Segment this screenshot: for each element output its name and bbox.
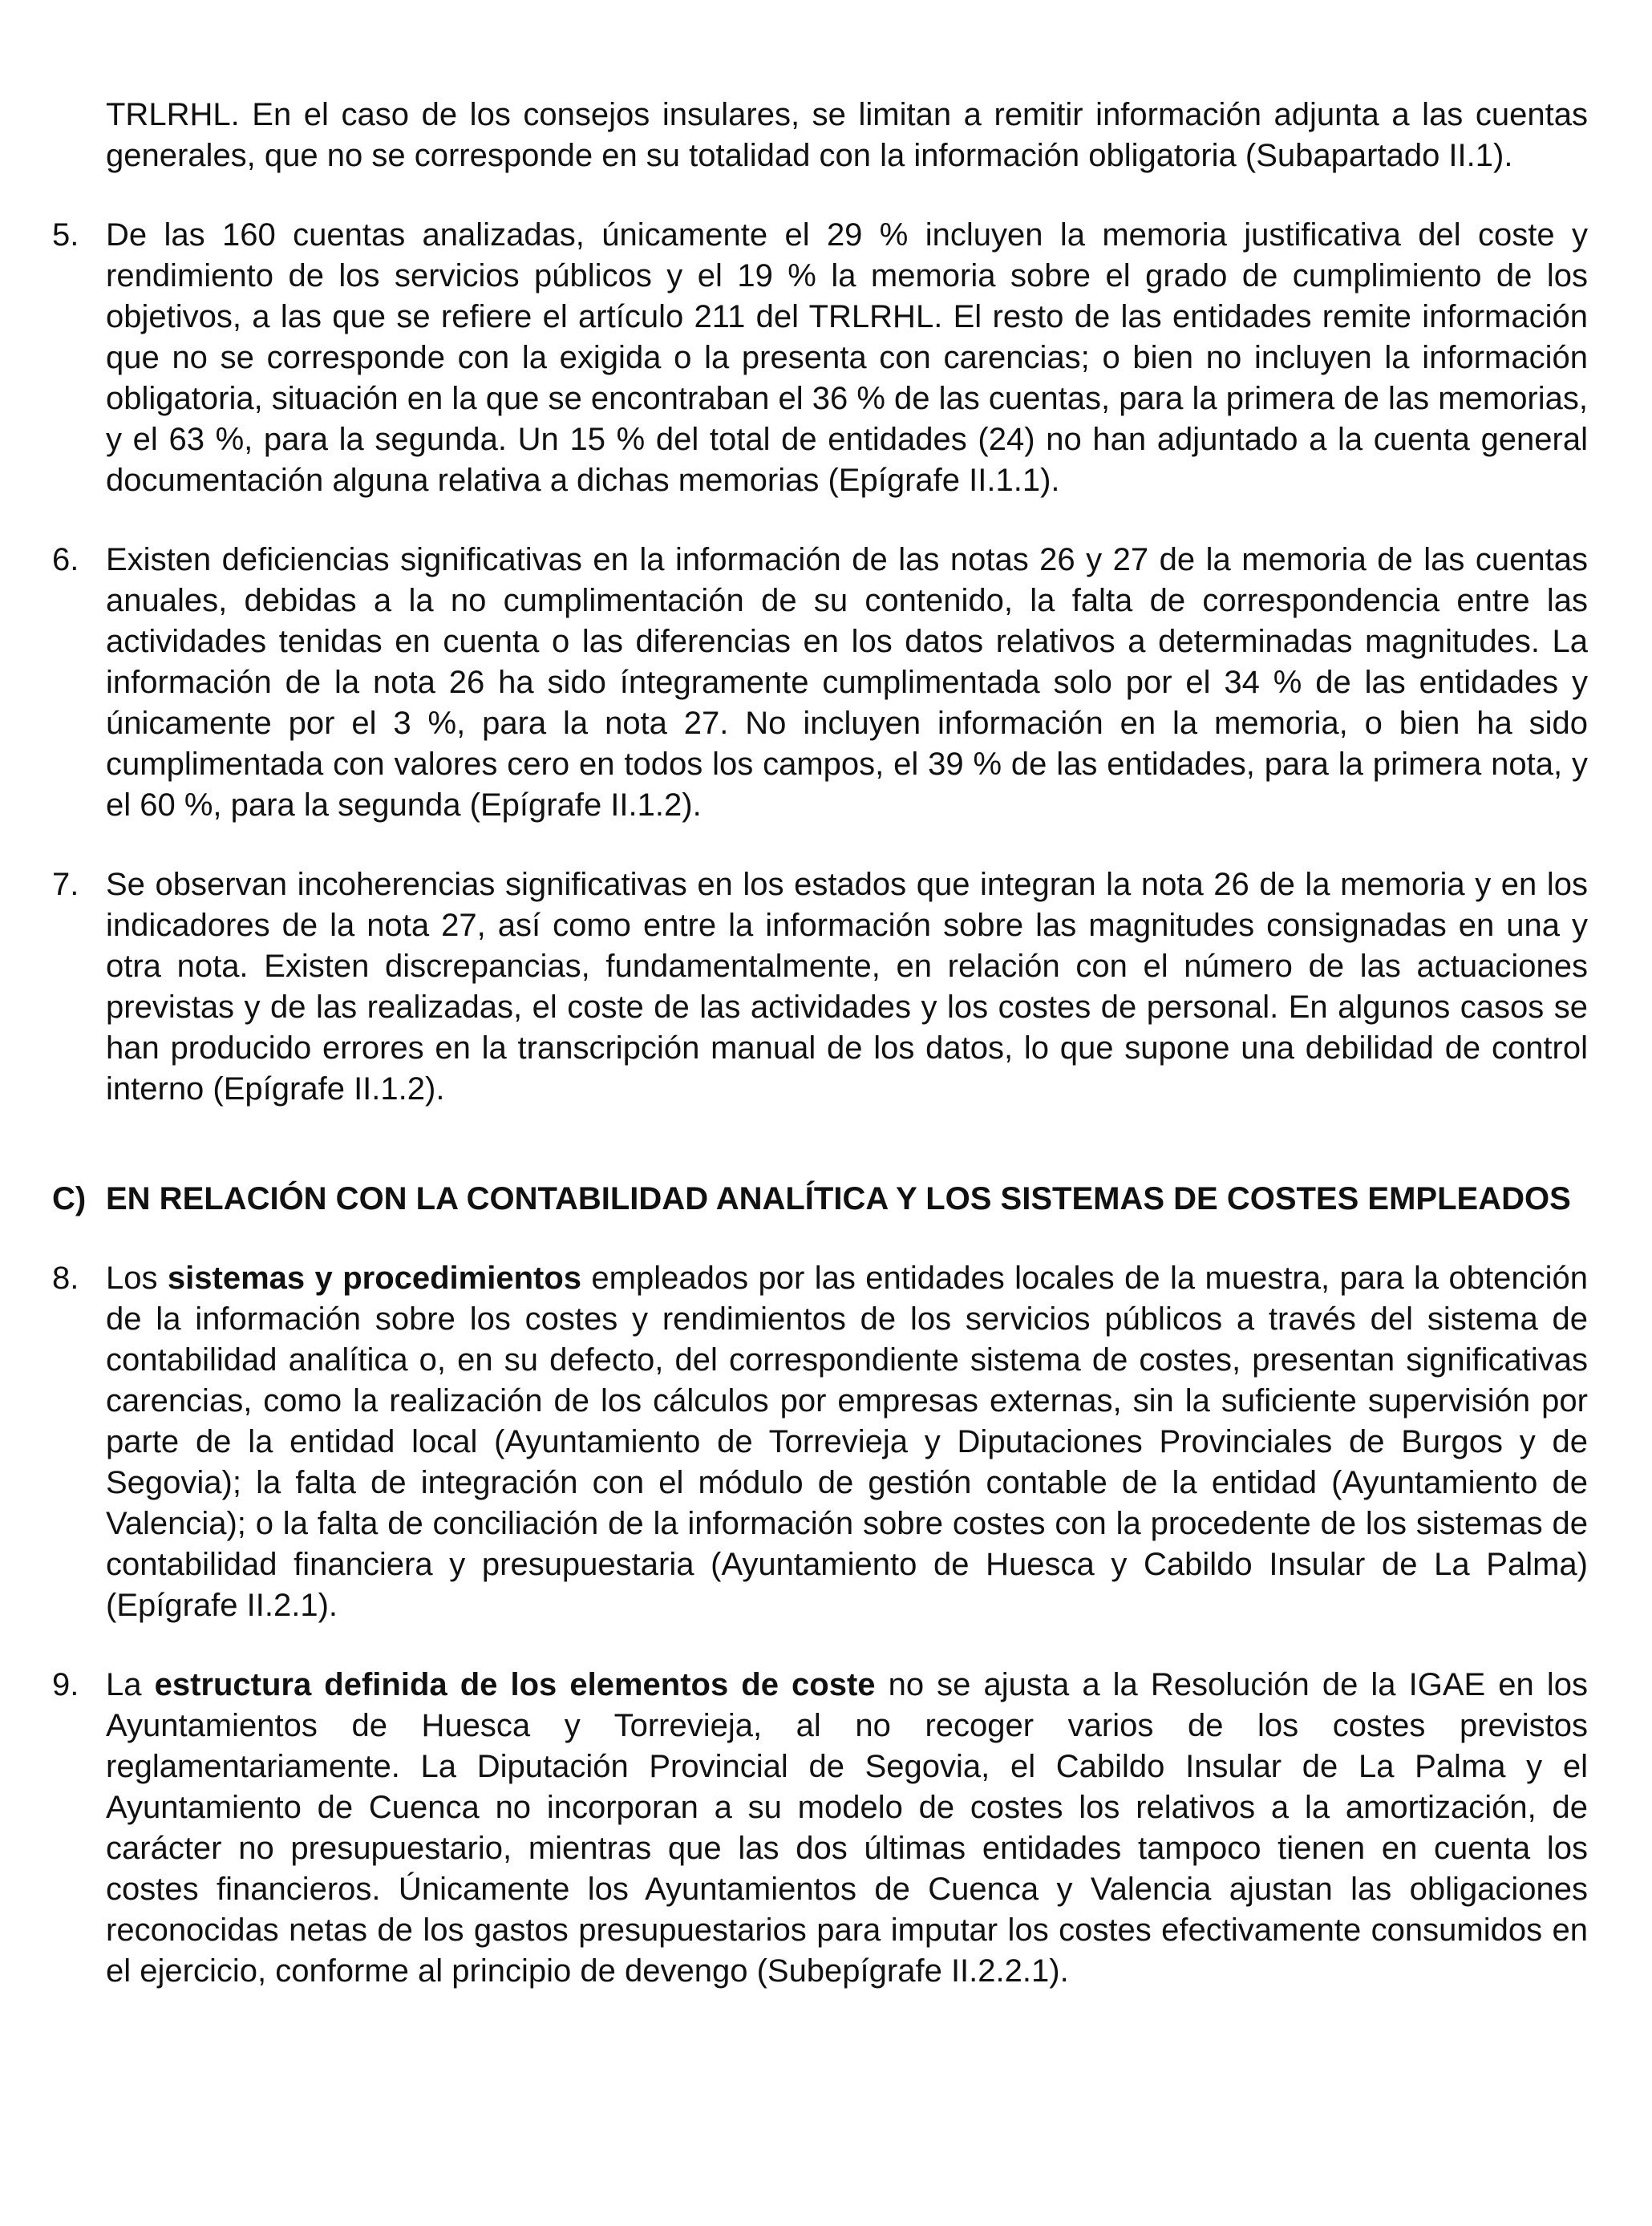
list-item-5 [52, 215, 1588, 501]
item-number: 6. [52, 542, 79, 577]
list-item-7 [52, 864, 1588, 1110]
section-letter: C) [52, 1181, 87, 1216]
item-number: 5. [52, 217, 79, 253]
item-text-body: no se ajusta a la Resolución de la IGAE en los Ayuntamientos de Huesca y Torrevieja, al no recoger varios de los costes previstos reglamentariamente. La Diputación Provincial de Segovia, el Cabildo Insular de La Palma y el Ayuntamiento de Cuenca no incorporan a su modelo de costes los relativos a la amortización, de carácter no presupuestario, mientras que las dos últimas entidades tampoco tienen en cuenta los costes financieros. Únicamente los Ayuntamientos de Cuenca y Valencia ajustan las obligaciones reconocidas netas de los gastos presupuestarios para imputar los costes efectivamente consumidos en el ejercicio, conforme al principio de devengo (Subepígrafe II.2.2.1). [106, 1667, 1589, 1989]
item-text-emphasis: estructura definida de los elementos de coste [154, 1667, 876, 1702]
section-c-heading [52, 1179, 1588, 1220]
intro-continuation-text: TRLRHL. En el caso de los consejos insulares, se limitan a remitir información adjunta a las cuentas generales, que no se corresponde en su totalidad con la información obligatoria (Subapartado II.1). [106, 97, 1588, 173]
item-text: Se observan incoherencias significativas en los estados que integran la nota 26 de la memoria y en los indicadores de la nota 27, así como entre la información sobre las magnitudes consignadas en una y otra nota. Existen discrepancias, fundamentalmente, en relación con el número de las actuaciones previstas y de las realizadas, el coste de las actividades y los costes de personal. En algunos casos se han producido errores en la transcripción manual de los datos, lo que supone una debilidad de control interno (Epígrafe II.1.2). [106, 867, 1588, 1107]
item-text: Existen deficiencias significativas en la información de las notas 26 y 27 de la memoria de las cuentas anuales, debidas a la no cumplimentación de su contenido, la falta de correspondencia entre las actividades tenidas en cuenta o las diferencias en los datos relativos a determinadas magnitudes. La información de la nota 26 ha sido íntegramente cumplimentada solo por el 34 % de las entidades y únicamente por el 3 %, para la nota 27. No incluyen información en la memoria, o bien ha sido cumplimentada con valores cero en todos los campos, el 39 % de las entidades, para la primera nota, y el 60 %, para la segunda (Epígrafe II.1.2). [106, 542, 1588, 823]
item-number: 8. [52, 1261, 79, 1296]
item-text-body: empleados por las entidades locales de la muestra, para la obtención de la información sobre los costes y rendimientos de los servicios públicos a través del sistema de contabilidad analítica o, en su defecto, del correspondiente sistema de costes, presentan significativas carencias, como la realización de los cálculos por empresas externas, sin la suficiente supervisión por parte de la entidad local (Ayuntamiento de Torrevieja y Diputaciones Provinciales de Burgos y de Segovia); la falta de integración con el módulo de gestión contable de la entidad (Ayuntamiento de Valencia); o la falta de conciliación de la información sobre costes con la procedente de los sistemas de contabilidad financiera y presupuestaria (Ayuntamiento de Huesca y Cabildo Insular de La Palma) (Epígrafe II.2.1). [106, 1261, 1588, 1623]
item-number: 9. [52, 1667, 79, 1702]
list-item-8 [52, 1258, 1588, 1626]
item-number: 7. [52, 867, 79, 902]
item-text-lead: Los [106, 1261, 168, 1296]
intro-continuation-paragraph [52, 95, 1588, 176]
list-item-9 [52, 1665, 1588, 1992]
item-text: De las 160 cuentas analizadas, únicamente el 29 % incluyen la memoria justificativa del coste y rendimiento de los servicios públicos y el 19 % la memoria sobre el grado de cumplimiento de los objetivos, a las que se refiere el artículo 211 del TRLRHL. El resto de las entidades remite información que no se corresponde con la exigida o la presenta con carencias; o bien no incluyen la información obligatoria, situación en la que se encontraban el 36 % de las cuentas, para la primera de las memorias, y el 63 %, para la segunda. Un 15 % del total de entidades (24) no han adjuntado a la cuenta general documentación alguna relativa a dichas memorias (Epígrafe II.1.1). [106, 217, 1588, 498]
item-text-lead: La [106, 1667, 155, 1702]
section-title: EN RELACIÓN CON LA CONTABILIDAD ANALÍTICA Y LOS SISTEMAS DE COSTES EMPLEADOS [106, 1181, 1571, 1216]
list-item-6 [52, 540, 1588, 826]
item-text-emphasis: sistemas y procedimientos [167, 1261, 582, 1296]
